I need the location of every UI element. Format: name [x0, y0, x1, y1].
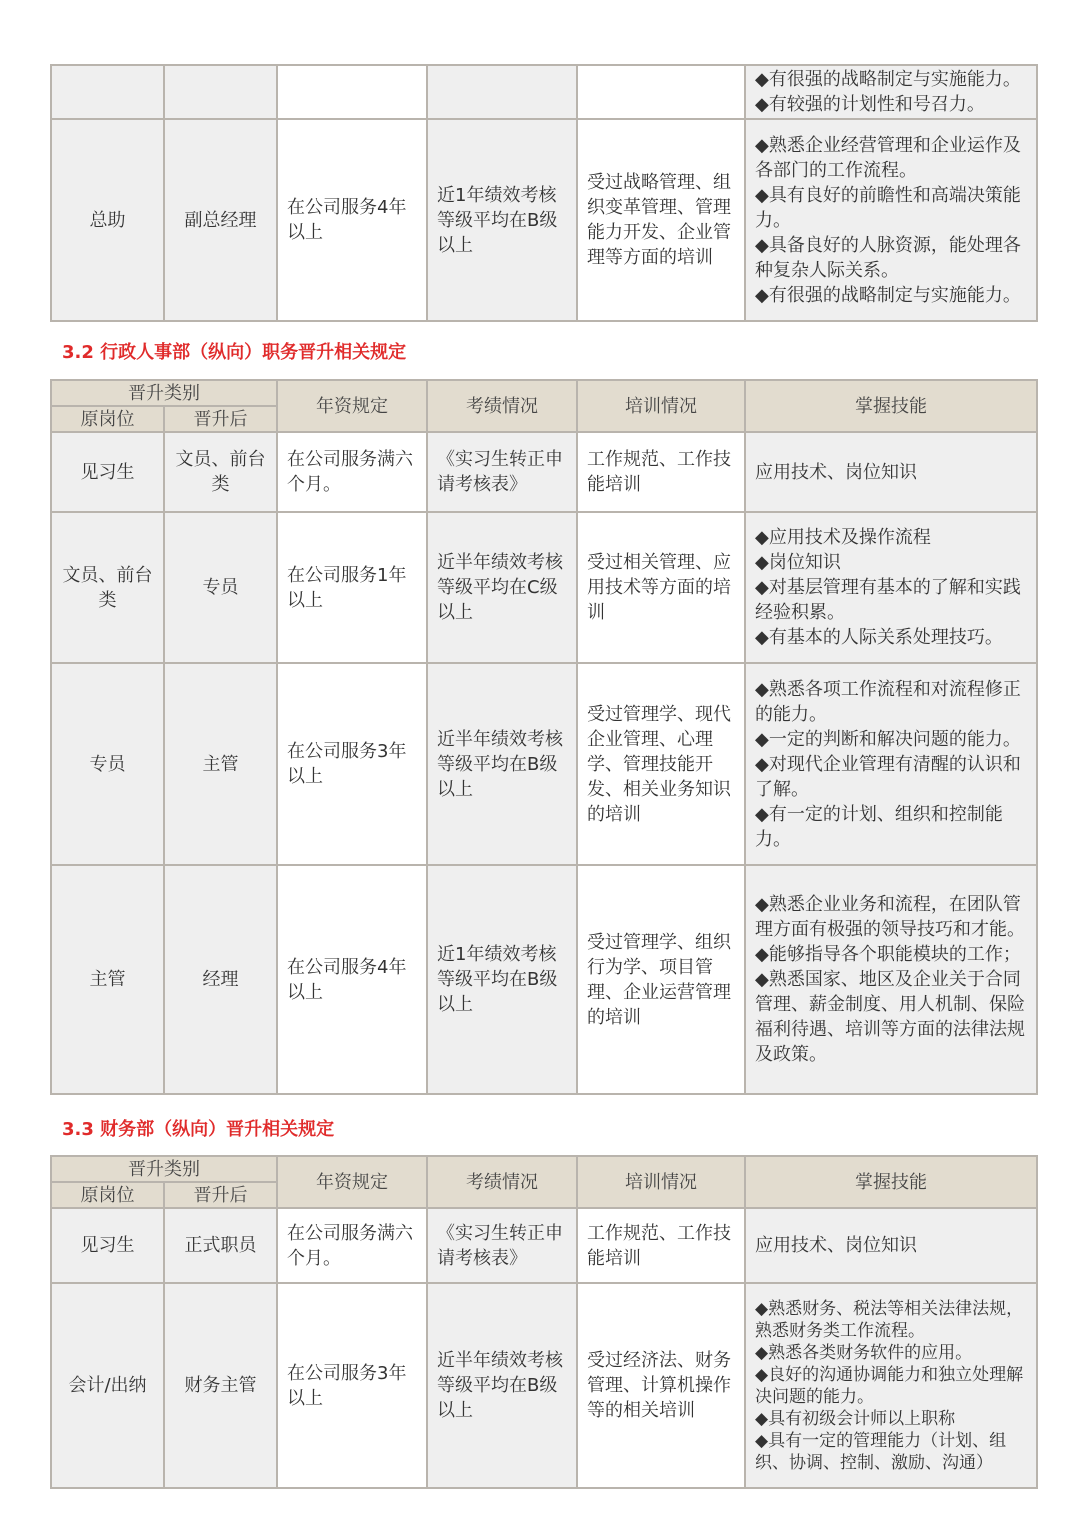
seniority-cell: 在公司服务4年以上	[277, 119, 427, 321]
admin-hr-promotion-table	[50, 379, 1038, 1095]
skills-cell	[745, 663, 1037, 865]
performance-cell: 《实习生转正申请考核表》	[427, 432, 577, 512]
skill-line: ◆熟悉国家、地区及企业关于合同管理、薪金制度、用人机制、保险福利待遇、培训等方面的法律法规及政策。	[755, 969, 1025, 1065]
header-skills: 掌握技能	[745, 1156, 1037, 1208]
skill-line: 应用技术、岗位知识	[755, 1235, 917, 1256]
header-category: 晋升类别	[51, 1156, 277, 1182]
skill-line: 应用技术、岗位知识	[755, 461, 917, 483]
training-cell: 受过管理学、组织行为学、项目管理、企业运营管理的培训	[577, 865, 745, 1094]
training-cell: 受过管理学、现代企业管理、心理学、管理技能开发、相关业务知识的培训	[577, 663, 745, 865]
skill-line: ◆良好的沟通协调能力和独立处理解决问题的能力。	[755, 1364, 1024, 1407]
performance-cell: 近半年绩效考核等级平均在B级以上	[427, 663, 577, 865]
skill-line: ◆一定的判断和解决问题的能力。	[755, 728, 1021, 750]
seniority-cell: 在公司服务满六个月。	[277, 432, 427, 512]
skill-line: ◆具有良好的前瞻性和高端决策能力。	[755, 184, 1021, 231]
header-training: 培训情况	[577, 1156, 745, 1208]
header-category: 晋升类别	[51, 380, 277, 406]
header-to: 晋升后	[164, 1182, 277, 1208]
performance-cell: 《实习生转正申请考核表》	[427, 1208, 577, 1283]
skill-line: ◆有很强的战略制定与实施能力。	[755, 69, 1021, 90]
skill-line: ◆对现代企业管理有清醒的认识和了解。	[755, 753, 1021, 800]
header-performance: 考绩情况	[427, 380, 577, 432]
header-seniority: 年资规定	[277, 380, 427, 432]
header-seniority: 年资规定	[277, 1156, 427, 1208]
training-cell: 受过经济法、财务管理、计算机操作等的相关培训	[577, 1283, 745, 1488]
table-row	[51, 119, 1037, 321]
skills-cell	[745, 1208, 1037, 1283]
table-row	[51, 65, 1037, 119]
from-position-cell: 主管	[51, 865, 164, 1094]
seniority-cell: 在公司服务满六个月。	[277, 1208, 427, 1283]
seniority-cell: 在公司服务4年以上	[277, 865, 427, 1094]
header-from: 原岗位	[51, 406, 164, 432]
skill-line: ◆有较强的计划性和号召力。	[755, 94, 985, 115]
training-cell: 工作规范、工作技能培训	[577, 432, 745, 512]
skill-line: ◆具有初级会计师以上职称	[755, 1408, 956, 1429]
skill-line: ◆有很强的战略制定与实施能力。	[755, 284, 1021, 306]
skill-line: ◆应用技术及操作流程	[755, 527, 931, 548]
from-position-cell: 文员、前台类	[51, 512, 164, 663]
table-row	[51, 1208, 1037, 1283]
seniority-cell	[277, 65, 427, 119]
skill-line: ◆熟悉各类财务软件的应用。	[755, 1342, 973, 1363]
skill-line: ◆对基层管理有基本的了解和实践经验积累。	[755, 577, 1021, 623]
to-position-cell: 正式职员	[164, 1208, 277, 1283]
training-cell: 受过战略管理、组织变革管理、管理能力开发、企业管理等方面的培训	[577, 119, 745, 321]
finance-promotion-table	[50, 1155, 1038, 1489]
training-cell: 工作规范、工作技能培训	[577, 1208, 745, 1283]
header-row	[51, 380, 1037, 406]
table-continued	[50, 64, 1038, 322]
seniority-cell: 在公司服务1年以上	[277, 512, 427, 663]
skills-cell	[745, 119, 1037, 321]
to-position-cell: 文员、前台类	[164, 432, 277, 512]
section-title-finance: 3.3 财务部（纵向）晋升相关规定	[62, 1119, 335, 1140]
to-position-cell: 副总经理	[164, 119, 277, 321]
table-row	[51, 1283, 1037, 1488]
skill-line: ◆岗位知识	[755, 552, 841, 573]
seniority-cell: 在公司服务3年以上	[277, 1283, 427, 1488]
to-position-cell: 财务主管	[164, 1283, 277, 1488]
seniority-cell: 在公司服务3年以上	[277, 663, 427, 865]
performance-cell: 近1年绩效考核等级平均在B级以上	[427, 865, 577, 1094]
header-skills: 掌握技能	[745, 380, 1037, 432]
table-row	[51, 663, 1037, 865]
from-position-cell: 会计/出纳	[51, 1283, 164, 1488]
header-row	[51, 1156, 1037, 1182]
training-cell	[577, 65, 745, 119]
header-training: 培训情况	[577, 380, 745, 432]
from-position-cell: 见习生	[51, 432, 164, 512]
skills-cell	[745, 432, 1037, 512]
skills-cell	[745, 65, 1037, 119]
skill-line: ◆熟悉各项工作流程和对流程修正的能力。	[755, 678, 1021, 725]
to-position-cell: 主管	[164, 663, 277, 865]
skill-line: ◆熟悉企业业务和流程，在团队管理方面有极强的领导技巧和才能。	[755, 894, 1025, 940]
from-position-cell	[51, 65, 164, 119]
from-position-cell: 专员	[51, 663, 164, 865]
to-position-cell	[164, 65, 277, 119]
skill-line: ◆熟悉财务、税法等相关法律法规，熟悉财务类工作流程。	[755, 1298, 1024, 1341]
skill-line: ◆具有一定的管理能力（计划、组织、协调、控制、激励、沟通）	[755, 1430, 1007, 1473]
header-from: 原岗位	[51, 1182, 164, 1208]
performance-cell: 近1年绩效考核等级平均在B级以上	[427, 119, 577, 321]
skill-line: ◆具备良好的人脉资源，能处理各种复杂人际关系。	[755, 234, 1021, 281]
table-row	[51, 512, 1037, 663]
training-cell: 受过相关管理、应用技术等方面的培训	[577, 512, 745, 663]
to-position-cell: 经理	[164, 865, 277, 1094]
from-position-cell: 总助	[51, 119, 164, 321]
skill-line: ◆有基本的人际关系处理技巧。	[755, 627, 1003, 648]
to-position-cell: 专员	[164, 512, 277, 663]
performance-cell: 近半年绩效考核等级平均在B级以上	[427, 1283, 577, 1488]
skill-line: ◆能够指导各个职能模块的工作；	[755, 944, 1021, 965]
table-row	[51, 865, 1037, 1094]
performance-cell	[427, 65, 577, 119]
skill-line: ◆熟悉企业经营管理和企业运作及各部门的工作流程。	[755, 134, 1021, 181]
header-performance: 考绩情况	[427, 1156, 577, 1208]
section-title-admin-hr: 3.2 行政人事部（纵向）职务晋升相关规定	[62, 342, 407, 363]
skill-line: ◆有一定的计划、组织和控制能力。	[755, 803, 1003, 850]
skills-cell	[745, 865, 1037, 1094]
header-to: 晋升后	[164, 406, 277, 432]
skills-cell	[745, 1283, 1037, 1488]
from-position-cell: 见习生	[51, 1208, 164, 1283]
skills-cell	[745, 512, 1037, 663]
table-row	[51, 432, 1037, 512]
performance-cell: 近半年绩效考核等级平均在C级以上	[427, 512, 577, 663]
